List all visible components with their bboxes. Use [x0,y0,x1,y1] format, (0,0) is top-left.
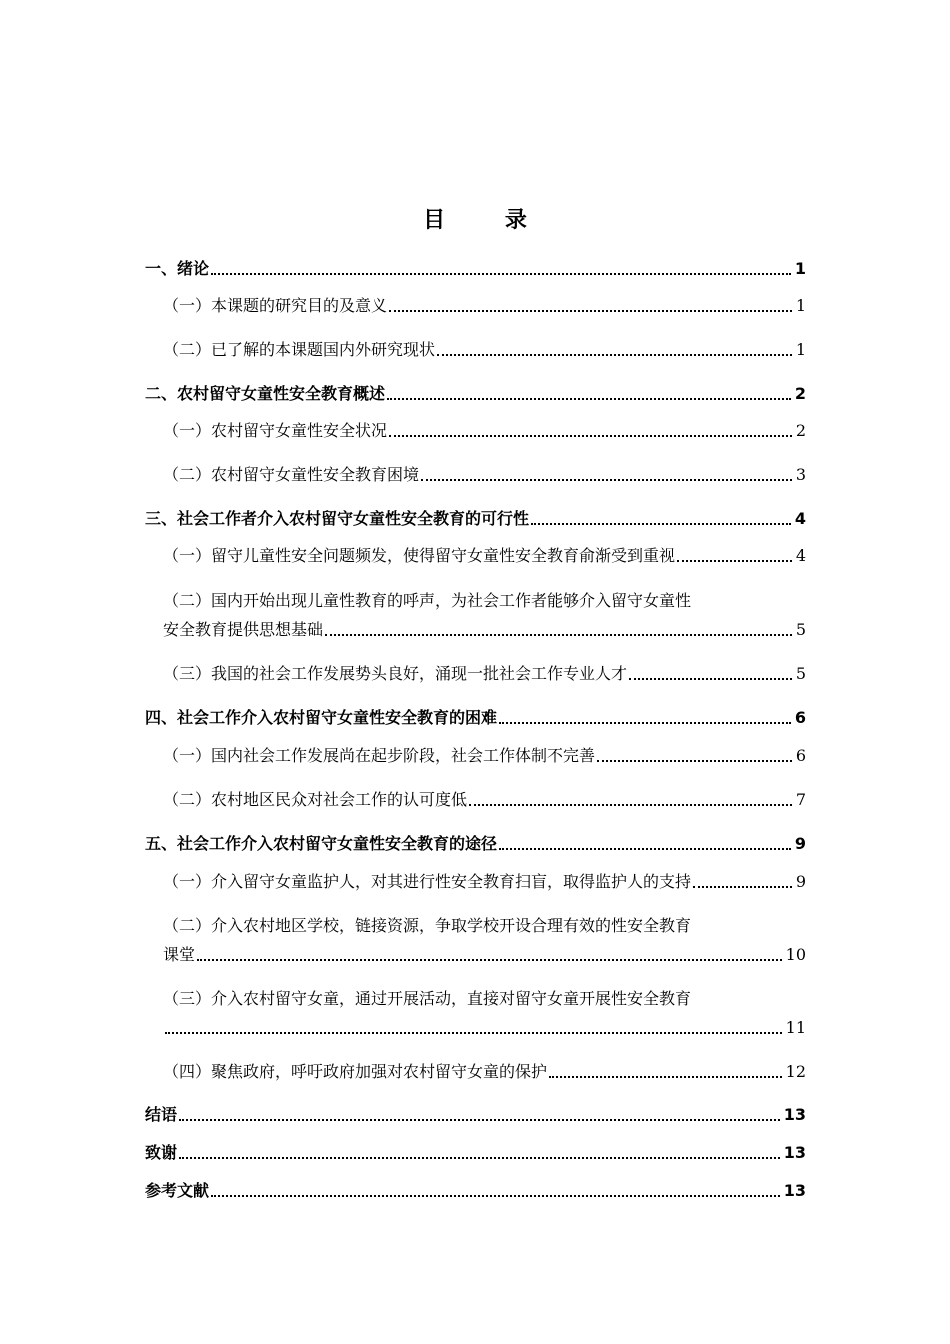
toc-chapter-entry[interactable] [145,834,806,854]
toc-section-entry[interactable] [163,1018,806,1038]
dot-leader [211,1195,780,1197]
toc-section-entry[interactable] [163,1062,806,1082]
dot-leader [179,1157,780,1159]
toc-section-entry[interactable] [163,296,806,316]
toc-entry-line1: （三）介入农村留守女童，通过开展活动，直接对留守女童开展性安全教育 [163,989,692,1008]
toc-entry-text: 致谢 [145,1143,178,1162]
toc-entry-line1: （二）介入农村地区学校，链接资源，争取学校开设合理有效的性安全教育 [163,916,692,935]
toc-entry-text: （一）留守儿童性安全问题频发，使得留守女童性安全教育俞渐受到重视 [163,546,676,565]
toc-entry-text: （一）介入留守女童监护人，对其进行性安全教育扫盲，取得监护人的支持 [163,872,692,891]
toc-entry-text: 一、绪论 [145,259,210,278]
toc-page-number: 5 [795,664,806,683]
toc-page-number: 13 [783,1143,806,1162]
toc-entry-text: 四、社会工作介入农村留守女童性安全教育的困难 [145,708,498,727]
toc-entry-text: 三、社会工作者介入农村留守女童性安全教育的可行性 [145,509,530,528]
toc-section-entry[interactable] [163,421,806,441]
toc-page-number: 2 [795,421,806,440]
toc-section-entry[interactable] [163,872,806,892]
toc-entry-text: （二）农村地区民众对社会工作的认可度低 [163,790,468,809]
toc-chapter-entry[interactable] [145,1181,806,1201]
dot-leader [165,1032,782,1034]
toc-page-number: 10 [785,945,806,964]
toc-page-number: 5 [795,620,806,639]
toc-entry-text: （四）聚焦政府，呼吁政府加强对农村留守女童的保护 [163,1062,548,1081]
toc-page-number: 1 [795,296,806,315]
toc-chapter-entry[interactable] [145,384,806,404]
toc-entry-text: 课堂 [163,945,196,964]
dot-leader [389,310,792,312]
dot-leader [437,354,792,356]
dot-leader [629,678,792,680]
toc-section-entry[interactable] [163,790,806,810]
toc-entry-text: 结语 [145,1105,178,1124]
dot-leader [531,523,791,525]
toc-chapter-entry[interactable] [145,1105,806,1125]
dot-leader [677,560,792,562]
dot-leader [597,760,792,762]
toc-entry-line1: （二）国内开始出现儿童性教育的呼声，为社会工作者能够介入留守女童性 [163,591,692,610]
toc-page-number: 13 [783,1105,806,1124]
toc-entry-text: 安全教育提供思想基础 [163,620,324,639]
dot-leader [179,1119,780,1121]
toc-title: 目 录 [423,208,553,233]
dot-leader [387,398,791,400]
toc-entry-text: （一）本课题的研究目的及意义 [163,296,388,315]
toc-page-number: 3 [795,465,806,484]
toc-entry-text: 五、社会工作介入农村留守女童性安全教育的途径 [145,834,498,853]
toc-section-entry[interactable] [163,945,806,965]
toc-chapter-entry[interactable] [145,708,806,728]
dot-leader [693,886,792,888]
toc-page-number: 2 [794,384,806,403]
toc-entry-text: （一）国内社会工作发展尚在起步阶段，社会工作体制不完善 [163,746,596,765]
dot-leader [549,1076,782,1078]
toc-section-entry[interactable] [163,465,806,485]
toc-page-number: 6 [795,746,806,765]
toc-entry-text: 二、农村留守女童性安全教育概述 [145,384,386,403]
toc-page-number: 4 [794,509,806,528]
toc-page-number: 1 [794,259,806,278]
toc-entry-text: （二）农村留守女童性安全教育困境 [163,465,420,484]
toc-page-number: 6 [794,708,806,727]
toc-section-entry[interactable] [163,546,806,566]
toc-entry-text: （三）我国的社会工作发展势头良好，涌现一批社会工作专业人才 [163,664,628,683]
toc-section-entry[interactable] [163,664,806,684]
dot-leader [499,848,791,850]
toc-page-number: 7 [795,790,806,809]
toc-entry-text: （一）农村留守女童性安全状况 [163,421,388,440]
toc-chapter-entry[interactable] [145,1143,806,1163]
toc-page-number: 1 [795,340,806,359]
toc-page-number: 4 [795,546,806,565]
dot-leader [469,804,792,806]
dot-leader [389,435,792,437]
toc-page-number: 11 [785,1018,806,1037]
dot-leader [197,959,782,961]
toc-chapter-entry[interactable] [145,259,806,279]
toc-section-entry[interactable] [163,620,806,640]
dot-leader [421,479,792,481]
dot-leader [211,273,791,275]
toc-page-number: 13 [783,1181,806,1200]
toc-entry-text: 参考文献 [145,1181,210,1200]
toc-page-number: 12 [785,1062,806,1081]
toc-section-entry[interactable] [163,746,806,766]
toc-entry-text: （二）已了解的本课题国内外研究现状 [163,340,436,359]
dot-leader [325,634,792,636]
toc-page-number: 9 [794,834,806,853]
dot-leader [499,722,791,724]
toc-page-number: 9 [795,872,806,891]
toc-chapter-entry[interactable] [145,509,806,529]
toc-section-entry[interactable] [163,340,806,360]
